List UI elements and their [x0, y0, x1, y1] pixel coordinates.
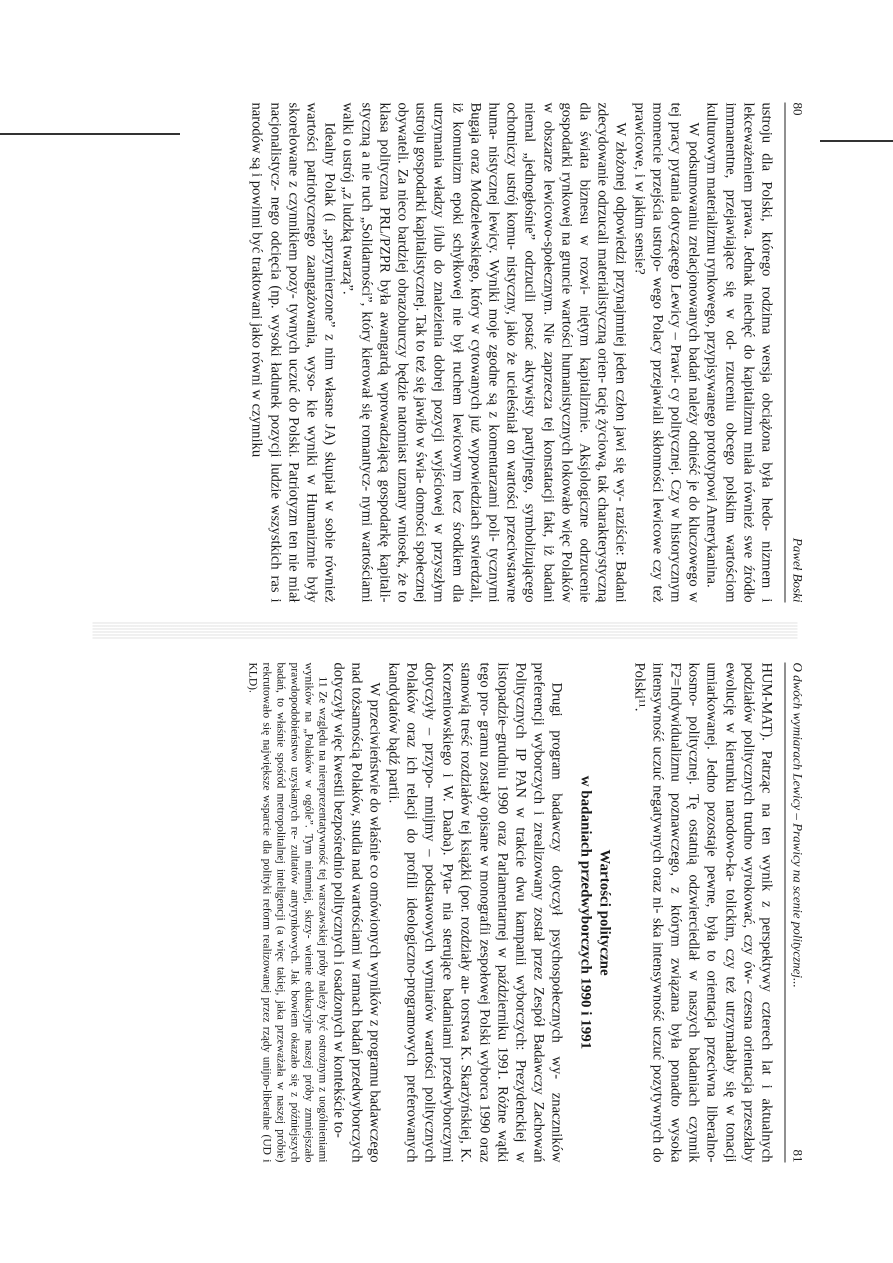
paragraph: HUM-MAT). Patrząc na ten wynik z perspektywy czterech lat i aktualnych podziałów politycznych trudno wyrokować, czy ów- czesna orientacja przeszłaby ewolucję w kierunku narodowo-ka- tolickim, czy też utrzymałaby się w tonacji umiarkowanej. Jedno pozostaje pewne, była to orientacja przeciwna liberalno-kosmo- politycznej. Tę ostatnią odzwierciedlał w naszych badaniach czynnik F2=Indywidualizmu poznawczego, z którym związana była ponadto wysoka intensywność uczuć negatywnych oraz ni- ska intensywność uczuć pozytywnych do Polski¹¹. — [631, 662, 775, 1163]
paragraph: W podsumowaniu zrelacjonowanych badań należy odnieść je do kluczowego w tej pracy pytania dotyczącego Lewicy – Prawi- cy politycznej. Czy w historycznym momencie przejścia ustrojo- wego Polacy przejawiali skłonności lewicowe czy też prawicowe, i w jakim sensie? — [631, 102, 702, 603]
paragraph: Idealny Polak (i „sprzymierzone” z nim własne JA) skupiał w sobie również wartości patriotycznego zaangażowania, wyso- kie wyniki w Humanizmie były skorelowane z czynnikiem pozy- tywnych uczuć do Polski. Patriotyzm ten nie miał nacjonalistycz- nego odcięcia (np. wysoki ładunek pozycji ludzie wszystkich ras i narodów są i powinni być traktowani jako równi w czynniku — [248, 102, 338, 603]
right-page — [93, 662, 806, 1163]
paragraph: W złożonej odpowiedzi przynajmniej jeden człon jawi się wy- raziście: Badani zdecydowanie odrzucali materialistyczną orien- tację życiową, tak charakterystyczną dla świata biznesu w rozwi- niętym kapitalizmie. Aksjologiczne odrzucenie gospodarki rynkowej na gruncie wartości humanistycznych lokowało więc Polaków w obszarze lewicowo-społecznym. Nie zaprzecza tej konstatacji fakt, iż badani niemal „jednogłośnie” odrzucili postać aktywisty partyjnego, symbolizującego ochotniczy ustrój komu- nistyczny, jako że ucieleśniał on wartości przeciwstawne huma- nistycznej lewicy. Wyniki moje zgodne są z komentarzami poli- tycznymi Bugaja oraz Modzelewskiego, który w cytowanych już wypowiedziach stwierdzali, iż komunizm epoki schyłkowej nie był ruchem lewicowym lecz środkiem dla utrzymania władzy i/lub do znalezienia dobrej pozycji wyjściowej w przyszłym ustroju gospodarki kapitalistycznej. Tak to też się jawiło w świa- domości społecznej obywateli. Za nieco bardziej obrazoburczy będzie natomiast uznany wniosek, że to klasa polityczna PRL/PZPR była awangardą wprowadzającą gospodarkę kapitali- styczną a nie ruch „Solidarności”, który kierował się romantycz- nymi wartościami walki o ustrój „z ludzką twarzą”. — [339, 102, 629, 603]
paragraph: W przeciwieństwie do właśnie co omówionych wyników z programu badawczego nad tożsamością Polaków, studia nad wartościami w ramach badań przedwyborczych dotyczyły więc kwestii bezpośrednio politycznych i osadzonych w kontekście to- — [330, 662, 383, 1163]
page-number-left: 80 — [790, 102, 806, 116]
left-page-header — [785, 103, 808, 603]
section-heading — [576, 663, 614, 1163]
footnote: 11 Ze względu na niereprezentatywność tej warszawskiej próby należy być ostrożnym z uogólnieniami wyników na „Polaków w ogóle”. Tym niemniej, skrzy- wienie edukacyjne naszej próby zmniejszało prawdopodobieństwo uzyskanych re- zultatów antyrynkowych. Jak bowiem okazało się z późniejszych badań, to właśnie spośród metropolitalnej inteligencji (a więc takiej, jaka przeważała w naszej próbie) rekrutowało się największe wsparcie dla polityki reform realizowanej przez rządy unijno-liberalne (UD i KLD). — [246, 662, 329, 1163]
paragraph: ustroju dla Polski, którego rodzima wersja obciążona była hedo- nizmem i lekceważeniem prawa. Jednak niechęć do kapitalizmu miała również swe źródło immanentne, przejawiające się w od- rzuceniu obcego polskim wartościom kulturowym materializmu rynkowego, przypisywanego prototypowi Amerykanina. — [703, 102, 775, 603]
paragraph: Drugi program badawczy dotyczył psychospołecznych wy- znaczników preferencji wyborczych i zrealizowany został przez Zespół Badawczy Zachowań Politycznych IP PAN w trakcie dwu kampanii wyborczych: Prezydenckiej w listopadzie–grudniu 1990 oraz Parlamentarnej w październiku 1991. Różne wątki tego pro- gramu zostały opisane w monografii zespołowej Polski wyborca 1990 oraz stanowią treść rozdziałów tej książki (por. rozdziały au- torstwa K. Skarżyńskiej, K. Korzeniowskiego i W. Daaba). Pyta- nia sterujące badaniami przedwyborczymi dotyczyły – przypo- mnijmy – podstawowych wymiarów wartości politycznych Polaków oraz ich relacji do profili ideologiczno-programowych preferowanych kandydatów bądź partii. — [385, 662, 565, 1163]
running-head-author: Paweł Boski — [790, 537, 806, 603]
right-page-header — [785, 663, 808, 1163]
left-page-body — [248, 103, 776, 603]
page-number-right: 81 — [790, 1149, 806, 1163]
right-page-body — [245, 663, 775, 1163]
book-spread — [93, 102, 806, 1163]
scan-edge-line — [0, 133, 180, 135]
section-heading-line-1: Wartości polityczne — [596, 849, 613, 976]
scan-edge-line — [820, 140, 893, 142]
running-head-title: O dwóch wymiarach Lewicy – Prawicy na scenie politycznej... — [790, 662, 806, 988]
left-page — [93, 102, 806, 603]
book-gutter — [93, 623, 798, 641]
section-heading-line-2: w badaniach przedwyborczych 1990 i 1991 — [577, 775, 594, 1050]
